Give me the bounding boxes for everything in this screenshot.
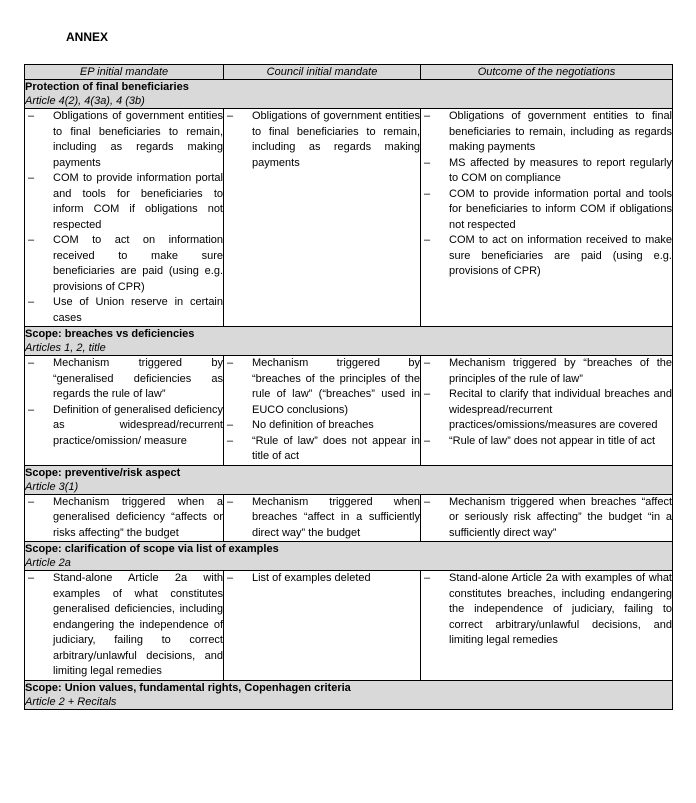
bullet-list: [421, 571, 672, 649]
section-header-row: [25, 542, 673, 571]
list-item-text: Obligations of government entities to final beneficiaries to remain, including as regards making payments: [252, 110, 420, 169]
section-title: Scope: clarification of scope via list of examples: [25, 543, 279, 555]
bullet-list: [25, 571, 223, 680]
section-header-row: [25, 465, 673, 494]
bullet-list: [421, 356, 672, 449]
section-header: [25, 680, 673, 709]
list-item: [25, 571, 223, 680]
cell-council: [224, 356, 421, 466]
column-header-row: [25, 65, 673, 80]
list-item-text: Mechanism triggered when breaches “affect in a sufficiently direct way” the budget: [252, 495, 420, 539]
list-item: [25, 356, 223, 403]
section-header: [25, 542, 673, 571]
cell-ep: [25, 494, 224, 542]
cell-outcome: [421, 571, 673, 681]
list-item: [421, 434, 672, 450]
section-title: Protection of final beneficiaries: [25, 81, 189, 93]
table-row: [25, 571, 673, 681]
list-item-text: Recital to clarify that individual breaches and widespread/recurrent practices/omissions/measures are covered: [449, 388, 672, 431]
dash-bullet-icon: –: [28, 296, 35, 308]
list-item-text: COM to act on information received to make sure beneficiaries are paid (using e.g. provisions of CPR): [449, 234, 672, 277]
section-article-ref: Article 3(1): [25, 480, 79, 493]
list-item-text: Mechanism triggered when a generalised deficiency “affects or risks affecting” the budget: [53, 495, 223, 539]
list-item: [421, 495, 672, 542]
annex-heading: ANNEX: [66, 30, 109, 44]
dash-bullet-icon: –: [28, 234, 35, 246]
dash-bullet-icon: –: [424, 156, 431, 169]
comparison-table: [24, 64, 673, 710]
section-article-ref: Article 2a: [25, 557, 71, 569]
list-item: [224, 418, 420, 434]
dash-bullet-icon: –: [424, 572, 431, 584]
list-item-text: Mechanism triggered when breaches “affect or seriously risk affecting” the budget “in a sufficiently direct way”: [449, 495, 672, 539]
table-row: [25, 109, 673, 327]
list-item: [25, 109, 223, 171]
dash-bullet-icon: –: [424, 434, 431, 447]
list-item-text: COM to act on information received to make sure beneficiaries are paid (using e.g. provisions of CPR): [53, 234, 223, 293]
section-article-ref: Articles 1, 2, title: [25, 342, 106, 354]
list-item-text: List of examples deleted: [252, 572, 371, 584]
list-item: [25, 403, 223, 450]
dash-bullet-icon: –: [424, 357, 431, 369]
cell-outcome: [421, 356, 673, 466]
list-item-text: Definition of generalised deficiency as widespread/recurrent practice/omission/ measure: [53, 403, 223, 447]
dash-bullet-icon: –: [227, 419, 234, 431]
list-item: [421, 233, 672, 280]
cell-council: [224, 494, 421, 542]
dash-bullet-icon: –: [424, 495, 431, 508]
dash-bullet-icon: –: [227, 495, 234, 508]
table-row: [25, 494, 673, 542]
list-item: [25, 495, 223, 542]
bullet-list: [421, 495, 672, 542]
cell-council: [224, 571, 421, 681]
dash-bullet-icon: –: [28, 172, 35, 184]
list-item-text: “Rule of law” does not appear in title of act: [252, 434, 420, 462]
list-item: [421, 156, 672, 187]
list-item: [224, 571, 420, 587]
list-item-text: COM to provide information portal and tools for beneficiaries to inform COM if obligations not respected: [53, 172, 223, 231]
cell-ep: [25, 109, 224, 327]
bullet-list: [224, 356, 420, 465]
list-item: [224, 495, 420, 542]
bullet-list: [25, 356, 223, 449]
cell-ep: [25, 356, 224, 466]
list-item-text: MS affected by measures to report regularly to COM on compliance: [449, 156, 672, 184]
list-item-text: Mechanism triggered by “breaches of the principles of the rule of law” (“breaches” used in EUCO conclusions): [252, 357, 420, 416]
table-row: [25, 356, 673, 466]
section-header: [25, 327, 673, 356]
cell-council: [224, 109, 421, 327]
dash-bullet-icon: –: [28, 403, 35, 416]
dash-bullet-icon: –: [28, 495, 35, 508]
list-item: [224, 356, 420, 418]
list-item: [25, 295, 223, 326]
section-title: Scope: breaches vs deficiencies: [25, 328, 195, 340]
dash-bullet-icon: –: [28, 110, 35, 122]
dash-bullet-icon: –: [227, 110, 234, 122]
dash-bullet-icon: –: [28, 357, 35, 369]
list-item: [25, 233, 223, 295]
column-header-outcome: Outcome of the negotiations: [421, 65, 673, 80]
list-item: [421, 387, 672, 434]
section-header-row: [25, 80, 673, 109]
dash-bullet-icon: –: [227, 572, 234, 584]
list-item-text: Mechanism triggered by “breaches of the principles of the rule of law”: [449, 357, 672, 385]
dash-bullet-icon: –: [227, 434, 234, 447]
list-item: [421, 187, 672, 234]
list-item: [421, 571, 672, 649]
bullet-list: [224, 495, 420, 542]
section-header-row: [25, 327, 673, 356]
list-item: [421, 109, 672, 156]
dash-bullet-icon: –: [227, 357, 234, 369]
list-item: [224, 434, 420, 465]
section-header-row: [25, 680, 673, 709]
list-item: [224, 109, 420, 171]
dash-bullet-icon: –: [424, 234, 431, 246]
section-article-ref: Article 4(2), 4(3a), 4 (3b): [25, 95, 145, 107]
bullet-list: [25, 495, 223, 542]
list-item-text: Obligations of government entities to final beneficiaries to remain, including as regards making payments: [53, 110, 223, 169]
list-item-text: No definition of breaches: [252, 419, 374, 431]
dash-bullet-icon: –: [424, 187, 431, 200]
dash-bullet-icon: –: [28, 572, 35, 584]
column-header-ep: EP initial mandate: [25, 65, 224, 80]
list-item-text: Stand-alone Article 2a with examples of what constitutes breaches, including endangering the independence of judiciary, failing to correct arbitrary/unlawful decisions, and limiting legal remedies: [449, 572, 672, 646]
column-header-council: Council initial mandate: [224, 65, 421, 80]
bullet-list: [421, 109, 672, 280]
section-header: [25, 80, 673, 109]
dash-bullet-icon: –: [424, 110, 431, 122]
section-title: Scope: preventive/risk aspect: [25, 466, 181, 479]
list-item: [25, 171, 223, 233]
section-article-ref: Article 2 + Recitals: [25, 695, 117, 708]
list-item-text: COM to provide information portal and tools for beneficiaries to inform COM if obligations not respected: [449, 187, 672, 231]
section-title: Scope: Union values, fundamental rights, Copenhagen criteria: [25, 681, 351, 694]
list-item-text: Stand-alone Article 2a with examples of what constitutes generalised deficiencies, including endangering the independence of judiciary, failing to correct arbitrary/unlawful decisions, and limiting legal remedies: [53, 572, 223, 677]
bullet-list: [25, 109, 223, 326]
list-item-text: “Rule of law” does not appear in title of act: [449, 434, 656, 447]
cell-outcome: [421, 494, 673, 542]
list-item-text: Obligations of government entities to final beneficiaries to remain, including as regards making payments: [449, 110, 672, 153]
list-item-text: Use of Union reserve in certain cases: [53, 296, 223, 324]
cell-ep: [25, 571, 224, 681]
bullet-list: [224, 571, 420, 587]
table-body: [25, 80, 673, 710]
list-item: [421, 356, 672, 387]
cell-outcome: [421, 109, 673, 327]
dash-bullet-icon: –: [424, 388, 431, 400]
section-header: [25, 465, 673, 494]
list-item-text: Mechanism triggered by “generalised deficiencies as regards the rule of law”: [53, 357, 223, 400]
bullet-list: [224, 109, 420, 171]
